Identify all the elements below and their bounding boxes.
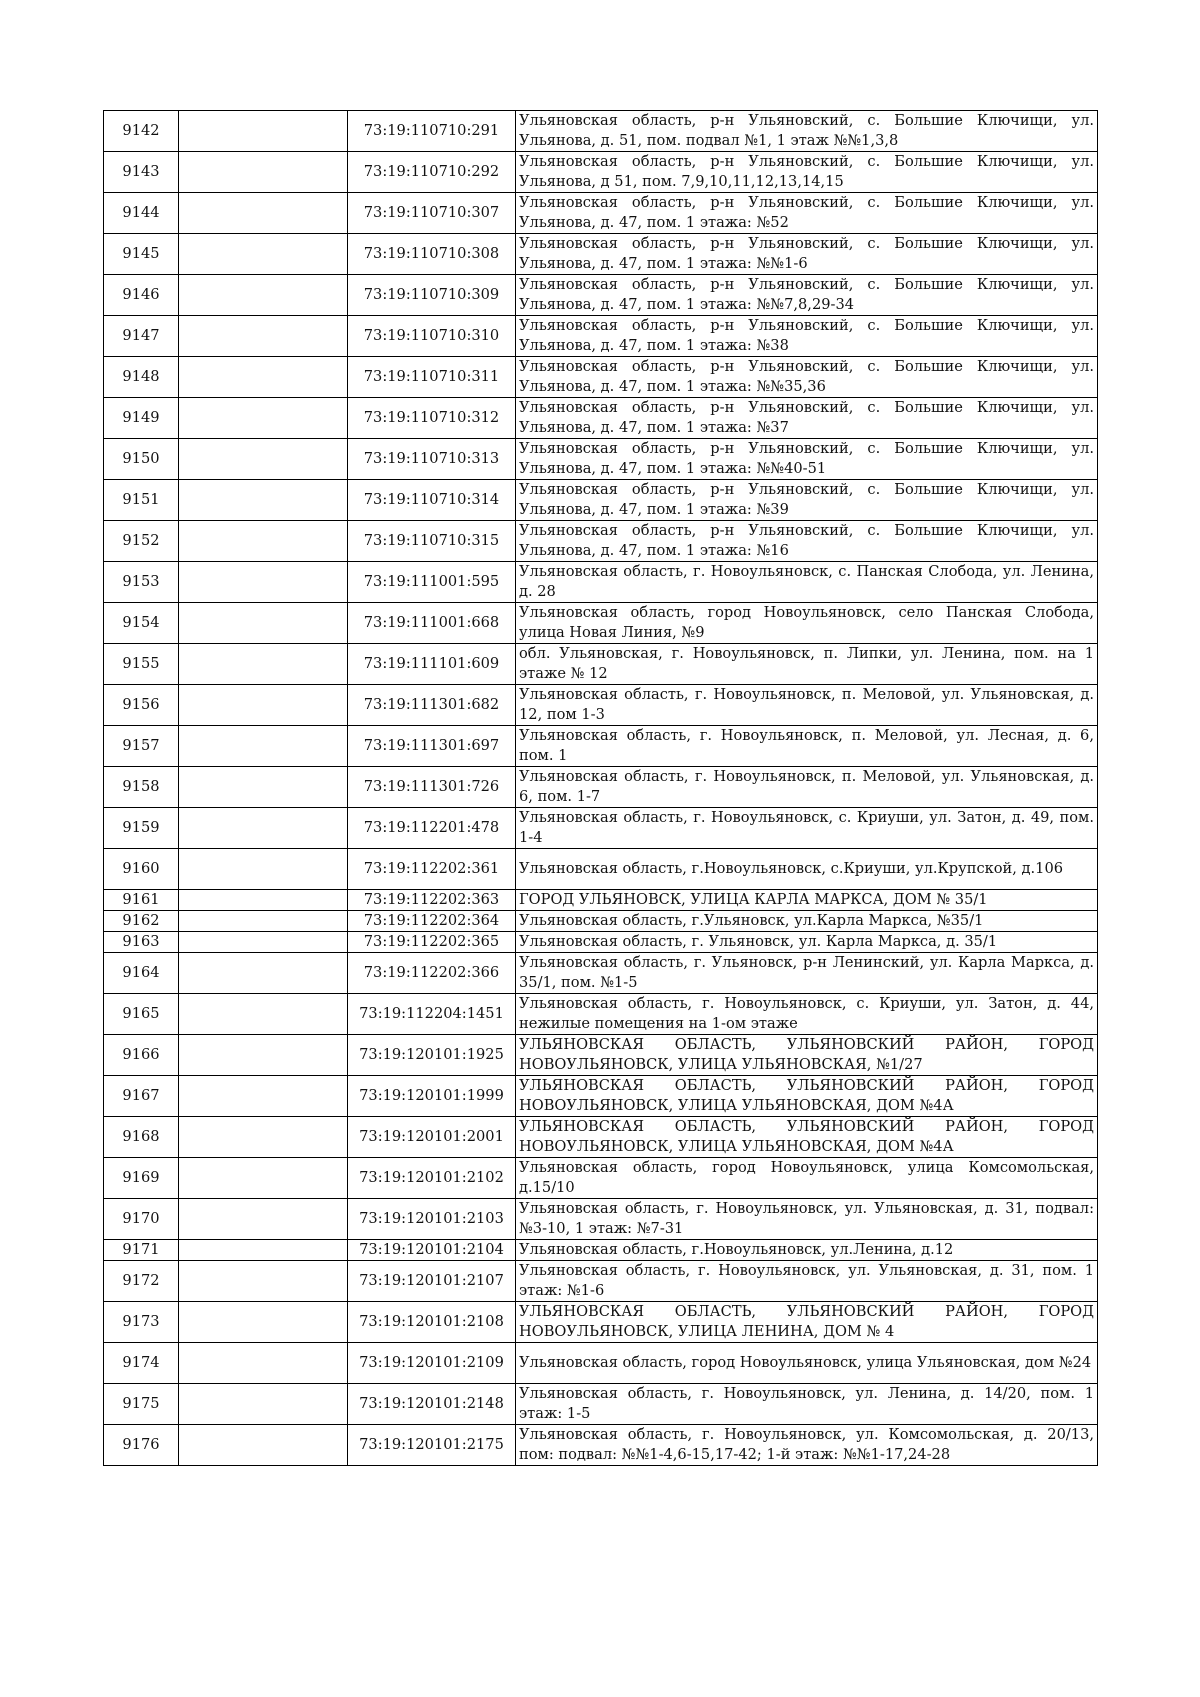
row-blank-cell [179,1261,348,1302]
address: Ульяновская область, р-н Ульяновский, с. Большие Ключищи, ул. Ульянова, д. 51, пом. подвал №1, 1 этаж №№1,3,8 [516,111,1098,152]
address: Ульяновская область, р-н Ульяновский, с. Большие Ключищи, ул. Ульянова, д. 47, пом. 1 этажа: №52 [516,193,1098,234]
row-blank-cell [179,398,348,439]
cadastral-number: 73:19:120101:2102 [348,1158,516,1199]
cadastral-number: 73:19:120101:2001 [348,1117,516,1158]
cadastral-number: 73:19:120101:2104 [348,1240,516,1261]
row-blank-cell [179,685,348,726]
row-number: 9170 [104,1199,179,1240]
cadastral-number: 73:19:120101:2103 [348,1199,516,1240]
row-blank-cell [179,111,348,152]
row-number: 9148 [104,357,179,398]
row-number: 9166 [104,1035,179,1076]
table-row [104,1240,1098,1261]
cadastral-number: 73:19:110710:309 [348,275,516,316]
table-row [104,1035,1098,1076]
row-blank-cell [179,357,348,398]
address: Ульяновская область, р-н Ульяновский, с. Большие Ключищи, ул. Ульянова, д. 47, пом. 1 этажа: №№35,36 [516,357,1098,398]
address: Ульяновская область, г. Новоульяновск, п. Меловой, ул. Ульяновская, д. 6, пом. 1-7 [516,767,1098,808]
table-row [104,808,1098,849]
address: Ульяновская область, р-н Ульяновский, с. Большие Ключищи, ул. Ульянова, д. 47, пом. 1 этажа: №№1-6 [516,234,1098,275]
table-row [104,1384,1098,1425]
table-row [104,603,1098,644]
row-blank-cell [179,1117,348,1158]
cadastral-number: 73:19:110710:307 [348,193,516,234]
row-number: 9157 [104,726,179,767]
row-blank-cell [179,849,348,890]
table-row [104,1425,1098,1466]
cadastral-number: 73:19:111301:682 [348,685,516,726]
table-row [104,1343,1098,1384]
table-row [104,193,1098,234]
row-blank-cell [179,234,348,275]
row-blank-cell [179,808,348,849]
row-number: 9142 [104,111,179,152]
row-blank-cell [179,1425,348,1466]
address: Ульяновская область, г. Новоульяновск, ул. Комсомольская, д. 20/13, пом: подвал: №№1-4,6-15,17-42; 1-й этаж: №№1-17,24-28 [516,1425,1098,1466]
row-number: 9156 [104,685,179,726]
row-blank-cell [179,152,348,193]
row-blank-cell [179,275,348,316]
address: ГОРОД УЛЬЯНОВСК, УЛИЦА КАРЛА МАРКСА, ДОМ № 35/1 [516,890,1098,911]
address: УЛЬЯНОВСКАЯ ОБЛАСТЬ, УЛЬЯНОВСКИЙ РАЙОН, ГОРОД НОВОУЛЬЯНОВСК, УЛИЦА УЛЬЯНОВСКАЯ, ДОМ №4А [516,1076,1098,1117]
cadastral-number: 73:19:112201:478 [348,808,516,849]
address: УЛЬЯНОВСКАЯ ОБЛАСТЬ, УЛЬЯНОВСКИЙ РАЙОН, ГОРОД НОВОУЛЬЯНОВСК, УЛИЦА УЛЬЯНОВСКАЯ, ДОМ №4А [516,1117,1098,1158]
row-number: 9174 [104,1343,179,1384]
row-blank-cell [179,994,348,1035]
row-blank-cell [179,1035,348,1076]
cadastral-number: 73:19:110710:311 [348,357,516,398]
cadastral-number: 73:19:110710:308 [348,234,516,275]
row-number: 9143 [104,152,179,193]
row-number: 9162 [104,911,179,932]
row-blank-cell [179,726,348,767]
address: Ульяновская область, город Новоульяновск, улица Комсомольская, д.15/10 [516,1158,1098,1199]
address: обл. Ульяновская, г. Новоульяновск, п. Липки, ул. Ленина, пом. на 1 этаже № 12 [516,644,1098,685]
row-blank-cell [179,562,348,603]
row-blank-cell [179,953,348,994]
table-row [104,439,1098,480]
address: Ульяновская область, г. Новоульяновск, с. Криуши, ул. Затон, д. 44, нежилые помещения на 1-ом этаже [516,994,1098,1035]
table-row [104,953,1098,994]
row-blank-cell [179,890,348,911]
cadastral-number: 73:19:120101:1925 [348,1035,516,1076]
table-row [104,890,1098,911]
table-row [104,357,1098,398]
address: Ульяновская область, г. Новоульяновск, ул. Ленина, д. 14/20, пом. 1 этаж: 1-5 [516,1384,1098,1425]
cadastral-number: 73:19:112202:364 [348,911,516,932]
row-number: 9158 [104,767,179,808]
row-blank-cell [179,480,348,521]
cadastral-number: 73:19:111301:697 [348,726,516,767]
row-blank-cell [179,316,348,357]
row-number: 9151 [104,480,179,521]
address: Ульяновская область, г. Новоульяновск, с. Панская Слобода, ул. Ленина, д. 28 [516,562,1098,603]
row-blank-cell [179,1199,348,1240]
address: Ульяновская область, г. Новоульяновск, ул. Ульяновская, д. 31, пом. 1 этаж: №1-6 [516,1261,1098,1302]
row-blank-cell [179,1240,348,1261]
address: Ульяновская область, г. Новоульяновск, п. Меловой, ул. Ульяновская, д. 12, пом 1-3 [516,685,1098,726]
cadastral-number: 73:19:120101:1999 [348,1076,516,1117]
row-number: 9152 [104,521,179,562]
row-blank-cell [179,1343,348,1384]
row-number: 9164 [104,953,179,994]
row-number: 9167 [104,1076,179,1117]
table-row [104,398,1098,439]
row-blank-cell [179,644,348,685]
table-row [104,1158,1098,1199]
row-number: 9145 [104,234,179,275]
row-number: 9159 [104,808,179,849]
address: Ульяновская область, р-н Ульяновский, с. Большие Ключищи, ул. Ульянова, д. 47, пом. 1 этажа: №16 [516,521,1098,562]
cadastral-number: 73:19:110710:291 [348,111,516,152]
cadastral-number: 73:19:120101:2109 [348,1343,516,1384]
table-row [104,316,1098,357]
address: Ульяновская область, г.Ульяновск, ул.Карла Маркса, №35/1 [516,911,1098,932]
cadastral-number: 73:19:110710:310 [348,316,516,357]
table-row [104,480,1098,521]
table-row [104,152,1098,193]
table-row [104,994,1098,1035]
row-number: 9168 [104,1117,179,1158]
cadastral-number: 73:19:111001:595 [348,562,516,603]
cadastral-number: 73:19:120101:2107 [348,1261,516,1302]
table-row [104,234,1098,275]
registry-table-body [104,111,1098,1466]
cadastral-number: 73:19:120101:2175 [348,1425,516,1466]
row-blank-cell [179,521,348,562]
row-number: 9172 [104,1261,179,1302]
row-number: 9173 [104,1302,179,1343]
address: Ульяновская область, г.Новоульяновск, с.Криуши, ул.Крупской, д.106 [516,849,1098,890]
row-number: 9144 [104,193,179,234]
address: Ульяновская область, р-н Ульяновский, с. Большие Ключищи, ул. Ульянова, д. 47, пом. 1 этажа: №37 [516,398,1098,439]
row-blank-cell [179,439,348,480]
cadastral-number: 73:19:110710:313 [348,439,516,480]
row-blank-cell [179,911,348,932]
address: Ульяновская область, р-н Ульяновский, с. Большие Ключищи, ул. Ульянова, д 51, пом. 7,9,10,11,12,13,14,15 [516,152,1098,193]
address: УЛЬЯНОВСКАЯ ОБЛАСТЬ, УЛЬЯНОВСКИЙ РАЙОН, ГОРОД НОВОУЛЬЯНОВСК, УЛИЦА ЛЕНИНА, ДОМ № 4 [516,1302,1098,1343]
cadastral-number: 73:19:112202:365 [348,932,516,953]
cadastral-number: 73:19:111301:726 [348,767,516,808]
table-row [104,1261,1098,1302]
cadastral-number: 73:19:112202:363 [348,890,516,911]
table-row [104,1199,1098,1240]
address: Ульяновская область, г. Новоульяновск, п. Меловой, ул. Лесная, д. 6, пом. 1 [516,726,1098,767]
row-number: 9154 [104,603,179,644]
table-row [104,685,1098,726]
table-row [104,1076,1098,1117]
row-blank-cell [179,1076,348,1117]
table-row [104,932,1098,953]
address: Ульяновская область, р-н Ульяновский, с. Большие Ключищи, ул. Ульянова, д. 47, пом. 1 этажа: №39 [516,480,1098,521]
cadastral-number: 73:19:111101:609 [348,644,516,685]
row-number: 9171 [104,1240,179,1261]
row-number: 9176 [104,1425,179,1466]
row-blank-cell [179,1158,348,1199]
table-row [104,1117,1098,1158]
row-number: 9153 [104,562,179,603]
address: Ульяновская область, р-н Ульяновский, с. Большие Ключищи, ул. Ульянова, д. 47, пом. 1 этажа: №38 [516,316,1098,357]
row-number: 9165 [104,994,179,1035]
table-row [104,726,1098,767]
row-number: 9150 [104,439,179,480]
table-row [104,849,1098,890]
address: УЛЬЯНОВСКАЯ ОБЛАСТЬ, УЛЬЯНОВСКИЙ РАЙОН, ГОРОД НОВОУЛЬЯНОВСК, УЛИЦА УЛЬЯНОВСКАЯ, №1/27 [516,1035,1098,1076]
cadastral-number: 73:19:112202:361 [348,849,516,890]
table-row [104,767,1098,808]
address: Ульяновская область, г. Новоульяновск, ул. Ульяновская, д. 31, подвал: №3-10, 1 этаж: №7-31 [516,1199,1098,1240]
cadastral-number: 73:19:112204:1451 [348,994,516,1035]
address: Ульяновская область, р-н Ульяновский, с. Большие Ключищи, ул. Ульянова, д. 47, пом. 1 этажа: №№7,8,29-34 [516,275,1098,316]
row-blank-cell [179,603,348,644]
table-row [104,1302,1098,1343]
cadastral-number: 73:19:110710:312 [348,398,516,439]
registry-table [103,110,1098,1466]
cadastral-number: 73:19:110710:314 [348,480,516,521]
row-blank-cell [179,193,348,234]
cadastral-number: 73:19:110710:315 [348,521,516,562]
cadastral-number: 73:19:120101:2108 [348,1302,516,1343]
row-number: 9175 [104,1384,179,1425]
row-blank-cell [179,1384,348,1425]
row-number: 9160 [104,849,179,890]
row-number: 9147 [104,316,179,357]
table-row [104,275,1098,316]
address: Ульяновская область, г. Ульяновск, ул. Карла Маркса, д. 35/1 [516,932,1098,953]
table-row [104,644,1098,685]
address: Ульяновская область, г. Новоульяновск, с. Криуши, ул. Затон, д. 49, пом. 1-4 [516,808,1098,849]
row-blank-cell [179,1302,348,1343]
row-number: 9163 [104,932,179,953]
table-row [104,521,1098,562]
table-row [104,911,1098,932]
row-blank-cell [179,767,348,808]
table-row [104,562,1098,603]
address: Ульяновская область, город Новоульяновск, улица Ульяновская, дом №24 [516,1343,1098,1384]
cadastral-number: 73:19:112202:366 [348,953,516,994]
cadastral-number: 73:19:120101:2148 [348,1384,516,1425]
row-number: 9155 [104,644,179,685]
address: Ульяновская область, р-н Ульяновский, с. Большие Ключищи, ул. Ульянова, д. 47, пом. 1 этажа: №№40-51 [516,439,1098,480]
row-blank-cell [179,932,348,953]
row-number: 9161 [104,890,179,911]
row-number: 9169 [104,1158,179,1199]
row-number: 9146 [104,275,179,316]
address: Ульяновская область, г.Новоульяновск, ул.Ленина, д.12 [516,1240,1098,1261]
address: Ульяновская область, г. Ульяновск, р-н Ленинский, ул. Карла Маркса, д. 35/1, пом. №1-5 [516,953,1098,994]
cadastral-number: 73:19:110710:292 [348,152,516,193]
table-row [104,111,1098,152]
row-number: 9149 [104,398,179,439]
cadastral-number: 73:19:111001:668 [348,603,516,644]
address: Ульяновская область, город Новоульяновск, село Панская Слобода, улица Новая Линия, №9 [516,603,1098,644]
